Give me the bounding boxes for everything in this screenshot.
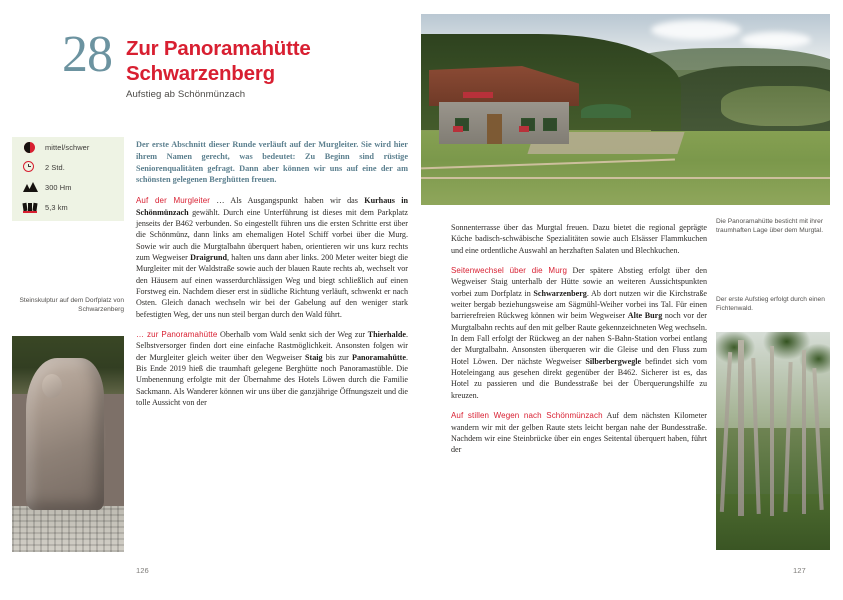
chapter-header — [62, 26, 407, 128]
paragraph-auf-stillen-wegen — [451, 410, 707, 455]
clock-icon — [22, 159, 38, 175]
caption-forest: Der erste Aufstieg erfolgt durch einen Fichtenwald. — [716, 296, 825, 312]
photo-hut-door — [487, 114, 502, 144]
photo-spruce-forest — [716, 332, 830, 550]
photo-statue-head — [42, 374, 62, 398]
info-row-elevation — [12, 177, 124, 197]
mountain-icon — [22, 179, 38, 195]
tour-info-box — [12, 137, 124, 221]
photo-panorama-hut — [421, 14, 830, 205]
lead-in-auf-stillen-wegen: Auf stillen Wegen nach Schönmünzach — [451, 411, 603, 421]
info-row-difficulty — [12, 137, 124, 157]
photo-hut-window — [543, 118, 557, 131]
photo-tree-trunk — [738, 340, 744, 516]
paragraph-body-0: … Als Ausgangspunkt haben wir das Kurhaus in Schönmünzach gewählt. Durch eine Unterführung ist dieses mit dem Parkplatz jenseits der B462 verbunden. So eingestellt führen uns die ersten Schritte erst über die Schönmünz, dann links am ehemaligen Hotel Schiff vorbei über die Murg. Sowie wir auch die Murgtalbahn überquert haben, orientieren wir uns kurz rechts zum Wegweiser Draigrund, halten uns dann aber links. 200 Meter weiter biegt die Murgleiter mit der Waldstraße sowie auch der blauen Raute rechts ab, wechselt vor den Häusern auf einen wasserdurchlässigen Weg und biegt schließlich auf einen Forstweg ein. Nachdem dieser erst in südliche Richtung verläuft, schwenkt er nach Osten. Gleich danach wechseln wir bei der Gabelung auf den weniger stark befestigten Weg, der uns nun steil bergan durch den Wald führt. — [136, 196, 409, 319]
lead-in-zur-panoramahuette: … zur Panoramahütte — [136, 329, 218, 339]
page-number-left: 126 — [136, 566, 149, 575]
info-row-distance — [12, 197, 124, 217]
page-title — [126, 37, 406, 86]
left-text-column — [136, 139, 408, 417]
photo-stone-sculpture — [12, 336, 124, 552]
paragraph-body-2: Sonnenterrasse über das Murgtal freuen. Dazu bietet die regional geprägte Küche badisch-schwäbische Spezialitäten sowie auch Elsässer Flammkuchen und eine ordentliche Auswahl an herzhaften Salaten und Blechkuchen. — [451, 223, 707, 255]
info-value-distance: 5,3 km — [45, 202, 68, 212]
chapter-title-line1: Zur Panoramahütte — [126, 37, 311, 60]
info-row-duration — [12, 157, 124, 177]
paragraph-body-3: Der spätere Abstieg erfolgt über den Wegweiser Staig unterhalb der Hütte sowie an weiteren Aussichtspunkten vorbei zum Dorfplatz in Schwarzenberg. Ab dort nutzen wir die Kirchstraße weiter bergab beziehungsweise am Sägmühl-Weiher vorbei ins Tal. Für einen barrierefreien Rückweg können wir beim Wegweiser Alte Burg noch vor der Murgtalbahn rechts auf den mit gelber Raute gekennzeichneten Weg wechseln. In dem Fall erfolgt der Rückweg an der nahen S-Bahn-Station vorbei entlang der Murgtalbahn. Ansonsten überqueren wir die Gleise und den Fluss zum Hotel Löwen. Der nächste Wegweiser Silberbergwegle befindet sich vom Hoteleingang aus gesehen direkt gegenüber der B462. Sicherer ist es, das Hotel zu passieren und die Bundesstraße bei der Überquerungshilfe zu kreuzen. — [451, 266, 708, 400]
intro-paragraph: Der erste Abschnitt dieser Runde verläuft auf der Murgleiter. Sie wird hier ihrem Namen gerecht, was bedeutet: Zu Beginn sind rüstige Seniorenqualitäten gefragt. Dann aber können wir uns auf eine der am schönsten gelegenen Berghütten freuen. — [136, 140, 408, 185]
info-value-elevation: 300 Hm — [45, 182, 72, 192]
photo-cloud — [651, 20, 741, 40]
chapter-number: 28 — [62, 26, 112, 83]
chapter-title-line2: Schwarzenberg — [126, 61, 275, 85]
hikers-icon — [22, 199, 38, 215]
lead-in-auf-der-murgleiter: Auf der Murgleiter — [136, 196, 211, 206]
photo-cloud — [741, 32, 811, 48]
chapter-subtitle: Aufstieg ab Schönmünzach — [126, 89, 246, 100]
paragraph-zur-panoramahuette — [136, 329, 408, 408]
caption-stone-sculpture: Steinskulptur auf dem Dorfplatz von Schwarzenberg — [19, 297, 124, 313]
photo-fence — [421, 177, 830, 179]
photo-parasol — [581, 104, 631, 118]
paragraph-seitenwechsel — [451, 265, 707, 401]
photo-flower-box — [519, 126, 529, 132]
right-text-column — [451, 222, 707, 465]
caption-panorama-hut: Die Panoramahütte besticht mit ihrer traumhaften Lage über dem Murgtal. — [716, 218, 824, 234]
page-number-right: 127 — [793, 566, 806, 575]
info-value-duration: 2 Std. — [45, 162, 65, 172]
photo-valley — [721, 86, 830, 126]
paragraph-body-1: Oberhalb vom Wald senkt sich der Weg zur Thierhalde. Selbstversorger finden dort eine einfache Rastmöglichkeit. Ansonsten folgen wir der Murgleiter gleich weiter über den Wegweiser Staig bis zur Panoramahütte. Bis Ende 2019 hieß die traumhaft gelegene Berghütte noch Panoramastüble. Die Umbenennung erfolgte mit der Übernahme des Hotels Löwen durch die Familie Sackmann. Als Wanderer können wir uns über die ganzjährige Öffnungszeit und die tolle Aussicht von der — [136, 329, 408, 408]
photo-tree-trunk — [770, 346, 774, 516]
paragraph-auf-der-murgleiter — [136, 195, 408, 320]
paragraph-sonnenterrasse — [451, 222, 707, 256]
difficulty-circle-icon — [22, 139, 38, 155]
photo-tree-trunk — [802, 350, 806, 514]
lead-in-seitenwechsel: Seitenwechsel über die Murg — [451, 266, 568, 276]
left-page — [0, 0, 421, 600]
photo-cobblestone-ground — [12, 506, 124, 552]
paragraph-body-4: Auf dem nächsten Kilometer wandern wir mit der gelben Raute stets leicht bergan nahe der Bundesstraße. Nachdem wir eine Steinbrücke über ein enges Seitental überquert haben, führt der — [451, 411, 707, 455]
photo-statue-body — [26, 358, 104, 510]
info-value-difficulty: mittel/schwer — [45, 142, 90, 152]
photo-flower-box — [463, 92, 493, 98]
photo-flower-box — [453, 126, 463, 132]
photo-hut-roof — [429, 66, 579, 106]
photo-hut-building — [429, 66, 579, 144]
